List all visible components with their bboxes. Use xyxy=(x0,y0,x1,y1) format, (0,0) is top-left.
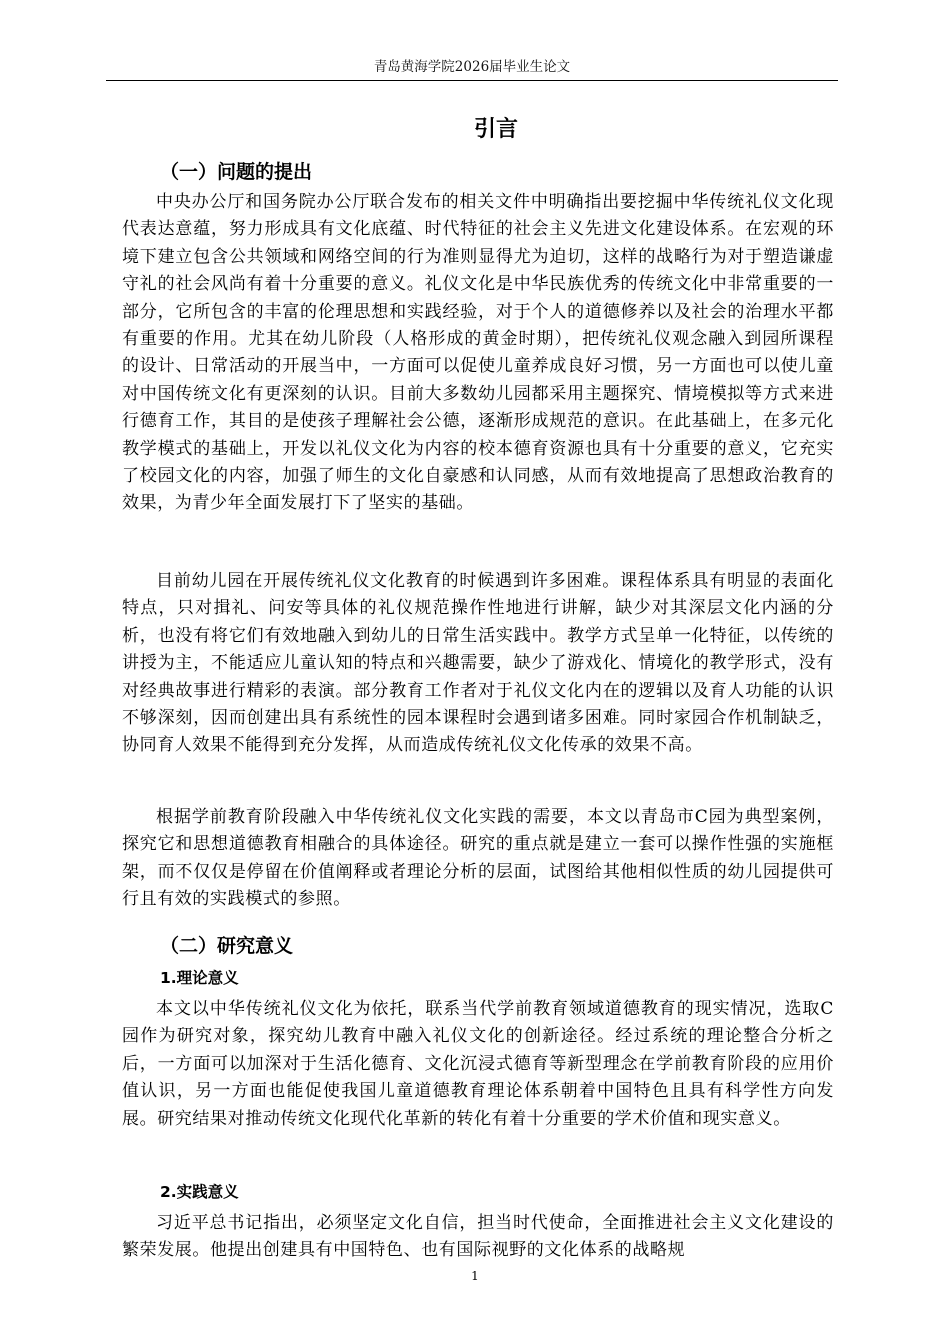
paragraph-problem-1: 中央办公厅和国务院办公厅联合发布的相关文件中明确指出要挖掘中华传统礼仪文化现代表达意蕴，努力形成具有文化底蕴、时代特征的社会主义先进文化建设体系。在宏观的环境下建立包含公共领域和网络空间的行为准则显得尤为迫切，这样的战略行为对于塑造谦虚守礼的社会风尚有着十分重要的意义。礼仪文化是中华民族优秀的传统文化中非常重要的一部分，它所包含的丰富的伦理思想和实践经验，对于个人的道德修养以及社会的治理水平都有重要的作用。尤其在幼儿阶段（人格形成的黄金时期），把传统礼仪观念融入到园所课程的设计、日常活动的开展当中，一方面可以促使儿童养成良好习惯，另一方面也可以使儿童对中国传统文化有更深刻的认识。目前大多数幼儿园都采用主题探究、情境模拟等方式来进行德育工作，其目的是使孩子理解社会公德，逐渐形成规范的意识。在此基础上，在多元化教学模式的基础上，开发以礼仪文化为内容的校本德育资源也具有十分重要的意义，它充实了校园文化的内容，加强了师生的文化自豪感和认同感，从而有效地提高了思想政治教育的效果，为青少年全面发展打下了坚实的基础。 xyxy=(122,192,834,514)
subsection-heading-practice: 2.实践意义 xyxy=(160,1183,239,1201)
paragraph-problem-2: 目前幼儿园在开展传统礼仪文化教育的时候遇到许多困难。课程体系具有明显的表面化特点，只对揖礼、问安等具体的礼仪规范操作性地进行讲解，缺少对其深层文化内涵的分析，也没有将它们有效地融入到幼儿的日常生活实践中。教学方式呈单一化特征，以传统的讲授为主，不能适应儿童认知的特点和兴趣需要，缺少了游戏化、情境化的教学形式，没有对经典故事进行精彩的表演。部分教育工作者对于礼仪文化内在的逻辑以及育人功能的认识不够深刻，因而创建出具有系统性的园本课程时会遇到诸多困难。同时家园合作机制缺乏，协同育人效果不能得到充分发挥，从而造成传统礼仪文化传承的效果不高。 xyxy=(122,571,834,756)
header-divider xyxy=(106,80,838,81)
page-header: 青岛黄海学院2026届毕业生论文 xyxy=(373,59,571,75)
paragraph-practice: 习近平总书记指出，必须坚定文化自信，担当时代使命，全面推进社会主义文化建设的繁荣发展。他提出创建具有中国特色、也有国际视野的文化体系的战略规 xyxy=(122,1213,834,1261)
paragraph-theory: 本文以中华传统礼仪文化为依托，联系当代学前教育领域道德教育的现实情况，选取C园作为研究对象，探究幼儿教育中融入礼仪文化的创新途径。经过系统的理论整合分析之后，一方面可以加深对于生活化德育、文化沉浸式德育等新型理念在学前教育阶段的应用价值认识，另一方面也能促使我国儿童道德教育理论体系朝着中国特色且具有科学性方向发展。研究结果对推动传统文化现代化革新的转化有着十分重要的学术价值和现实意义。 xyxy=(122,999,834,1129)
paragraph-problem-3: 根据学前教育阶段融入中华传统礼仪文化实践的需要，本文以青岛市C园为典型案例，探究它和思想道德教育相融合的具体途径。研究的重点就是建立一套可以操作性强的实施框架，而不仅仅是停留在价值阐释或者理论分析的层面，试图给其他相似性质的幼儿园提供可行且有效的实践模式的参照。 xyxy=(122,807,834,910)
page-number: 1 xyxy=(471,1269,479,1283)
section-heading-significance: （二）研究意义 xyxy=(160,935,294,957)
section-heading-problem: （一）问题的提出 xyxy=(160,161,313,183)
chapter-title: 引言 xyxy=(473,117,518,142)
subsection-heading-theory: 1.理论意义 xyxy=(160,969,239,987)
